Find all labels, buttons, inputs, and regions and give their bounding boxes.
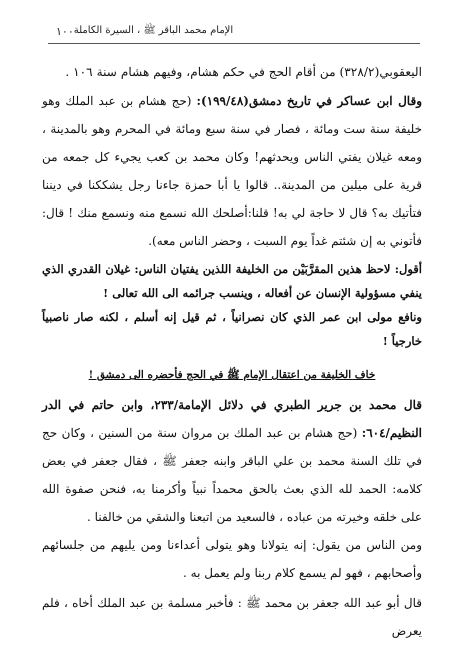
quote-tabari: (حج هشام بن عبد الملك بن مروان سنة من السنين ، وكان حج في تلك السنة محمد بن علي الباقر وابنه جعفر ﷺ ، فقال جعفر في بعض كلامه: الحمد لله الذي بعث بالحق محمداً نبياً وأكرمنا به، فنحن صفوة الله على خلقه وخيرته من عباده ، فالسعيد من اتبعنا والشقي من خالفنا . [42, 426, 422, 524]
paragraph-ibn-asakir [42, 87, 422, 255]
running-title: الإمام محمد الباقر ﷺ ، السيرة الكاملة [73, 25, 234, 36]
page-body [42, 58, 422, 645]
header-rule [48, 43, 420, 44]
quote-ibn-asakir: (حج هشام بن عبد الملك وهو خليفة سنة ست ومائة ، فصار في سنة سبع ومائة في المحرم وهو بالمدينة ، ومعه غيلان يفتي الناس ويحدثهم! وكان محمد بن كعب يجيء كل جمعه من قرية على ميلين من المدينة.. قالوا يا أبا حمزة جاءنا رجل يشككنا في ديننا فتأتيك به؟ قال لا حاجة لي به! قلنا:أصلحك الله نسمع منه ونسمع منك ! قال: فأتوني به إن شئتم غداً يوم السبت ، وحضر الناس معه). [42, 94, 422, 248]
page-number: ١٠٠ [56, 24, 74, 38]
paragraph-tabari [42, 391, 422, 531]
paragraph-abu-abdullah: قال أبو عبد الله جعفر بن محمد ﷺ : فأخبر مسلمة بن عبد الملك أخاه ، فلم يعرض [42, 596, 422, 638]
paragraph-people: ومن الناس من يقول: إنه يتولانا وهو يتولى أعداءنا ومن يليهم من جلسائهم وأصحابهم ، فهو لم يسمع كلام ربنا ولم يعمل به . [42, 538, 422, 580]
paragraph-comment: أقول: لاحظ هذين المقرَّبَيْن من الخليفة اللذين يفتيان الناس: غيلان القدري الذي ينفي مسؤولية الإنسان عن أفعاله ، وينسب جرائمه الى الله تعالى ! [42, 262, 422, 300]
citation-tabari: قال محمد بن جرير الطبري في دلائل الإمامة/٢٣٣، وابن حاتم في الدر النظيم/٦٠٤: [42, 398, 422, 440]
page-header [48, 22, 420, 40]
paragraph-yaqubi: اليعقوبي(٣٢٨/٢) من أقام الحج في حكم هشام، وفيهم هشام سنة ١٠٦ . [65, 65, 422, 79]
paragraph-nafi: ونافع مولى ابن عمر الذي كان نصرانياً ، ثم قيل إنه أسلم ، لكنه صار ناصبياً خارجياً ! [42, 310, 422, 348]
citation-ibn-asakir: وقال ابن عساكر في تاريخ دمشق(١٩٩/٤٨): [196, 94, 422, 108]
section-heading: خاف الخليفة من اعتقال الإمام ﷺ في الحج فأحضره الى دمشق ! [88, 369, 376, 381]
